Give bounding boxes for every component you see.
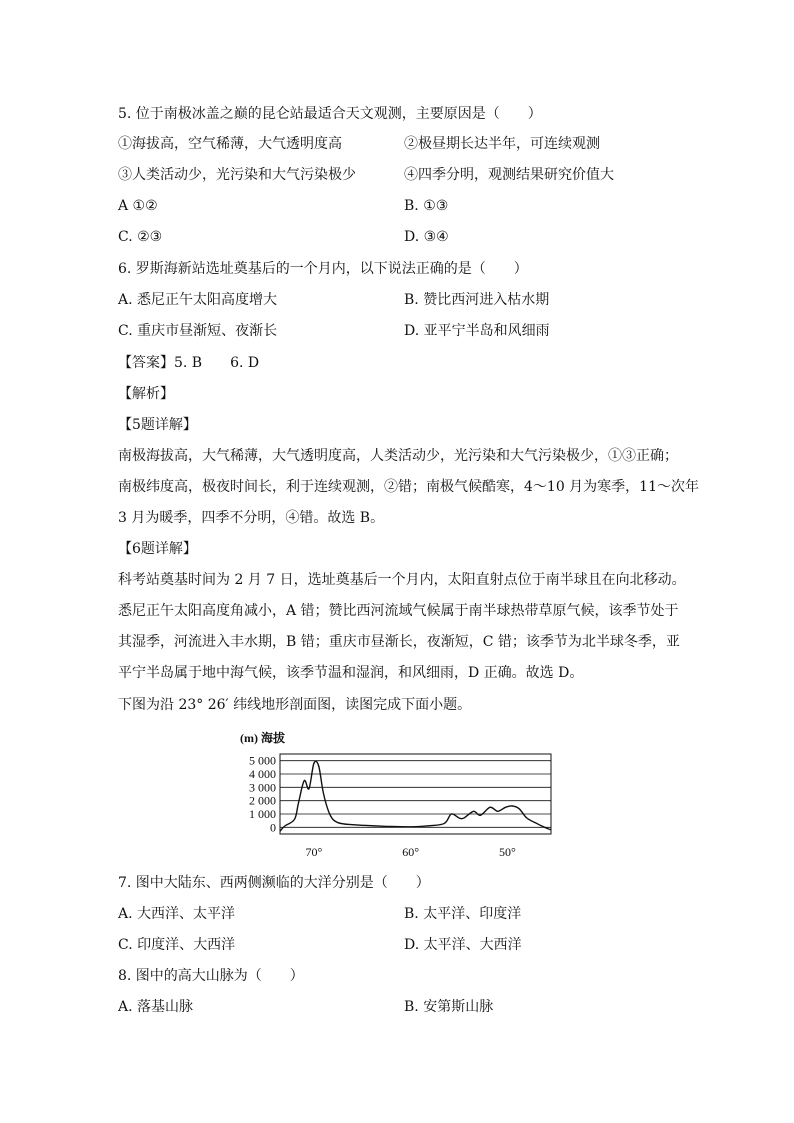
q5-detail-title: 【5题详解】 <box>118 417 197 433</box>
q6-option-b: B. 赞比西河进入枯水期 <box>404 292 550 308</box>
q6-detail-line: 平宁半岛属于地中海气候，该季节温和湿润，和风细雨，D 正确。故选 D。 <box>118 665 584 681</box>
q7-option-b: B. 太平洋、印度洋 <box>404 906 522 922</box>
q8-option-a: A. 落基山脉 <box>118 999 194 1015</box>
q5-option-a: A ①② <box>118 198 158 214</box>
q6-option-d: D. 亚平宁半岛和风细雨 <box>404 323 550 339</box>
plot-frame <box>280 754 551 834</box>
q7-option-c: C. 印度洋、大西洋 <box>118 937 236 953</box>
y-tick-label: 3 000 <box>249 780 276 795</box>
q6-option-c: C. 重庆市昼渐短、夜渐长 <box>118 323 278 339</box>
q7-option-a: A. 大西洋、太平洋 <box>118 906 236 922</box>
figure-intro: 下图为沿 23° 26′ 纬线地形剖面图，读图完成下面小题。 <box>118 697 472 713</box>
analysis-title: 【解析】 <box>118 386 174 402</box>
chart-grid <box>280 754 551 834</box>
q5-statement-4: ④四季分明，观测结果研究价值大 <box>404 167 614 183</box>
q6-detail-line: 科考站奠基时间为 2 月 7 日，选址奠基后一个月内，太阳直射点位于南半球且在向北移动。 <box>118 572 686 588</box>
q5-statement-3: ③人类活动少，光污染和大气污染极少 <box>118 167 356 183</box>
y-tick-label: 1 000 <box>249 807 276 821</box>
q5-detail-line: 南极海拔高，大气稀薄，大气透明度高，人类活动少，光污染和大气污染极少，①③正确； <box>118 448 678 464</box>
q8-option-b: B. 安第斯山脉 <box>404 999 494 1015</box>
terrain-profile-line <box>280 761 551 831</box>
y-tick-label: 5 000 <box>249 753 276 768</box>
y-tick-label: 4 000 <box>249 767 276 781</box>
q5-statement-1: ①海拔高，空气稀薄，大气透明度高 <box>118 136 342 152</box>
q5-option-b: B. ①③ <box>404 198 449 214</box>
q6-option-a: A. 悉尼正午太阳高度增大 <box>118 292 278 308</box>
y-tick-label: 2 000 <box>249 793 276 808</box>
q5-option-c: C. ②③ <box>118 229 163 245</box>
q7-option-d: D. 太平洋、大西洋 <box>404 937 522 953</box>
q5-stem: 5. 位于南极冰盖之巅的昆仑站最适合天文观测，主要原因是（ ） <box>118 106 542 122</box>
q5-option-d: D. ③④ <box>404 229 449 245</box>
q5-detail-line: 南极纬度高，极夜时间长，利于连续观测，②错；南极气候酷寒，4～10 月为寒季，11～次年 <box>118 479 699 495</box>
q5-statement-2: ②极昼期长达半年，可连续观测 <box>404 136 600 152</box>
q7-stem: 7. 图中大陆东、西两侧濒临的大洋分别是（ ） <box>118 875 430 891</box>
x-tick-label: 70° <box>305 845 323 859</box>
q6-stem: 6. 罗斯海新站选址奠基后的一个月内，以下说法正确的是（ ） <box>118 261 528 277</box>
q6-detail-line: 悉尼正午太阳高度角减小，A 错；赞比西河流域气候属于南半球热带草原气候，该季节处于 <box>118 603 679 619</box>
q5-detail-line: 3 月为暖季，四季不分明，④错。故选 B。 <box>118 510 385 526</box>
q6-detail-line: 其湿季，河流进入丰水期，B 错；重庆市昼渐长，夜渐短，C 错；该季节为北半球冬季，亚 <box>118 634 680 650</box>
x-tick-label: 50° <box>499 845 516 859</box>
answer-line: 【答案】5. B 6. D <box>118 355 260 371</box>
chart-ticks <box>249 754 516 859</box>
q8-stem: 8. 图中的高大山脉为（ ） <box>118 968 304 984</box>
y-axis-label: (m) 海拔 <box>240 731 285 745</box>
x-tick-label: 60° <box>402 845 420 859</box>
y-tick-label: 0 <box>270 820 276 835</box>
terrain-profile-chart <box>236 728 556 864</box>
q6-detail-title: 【6题详解】 <box>118 541 197 557</box>
